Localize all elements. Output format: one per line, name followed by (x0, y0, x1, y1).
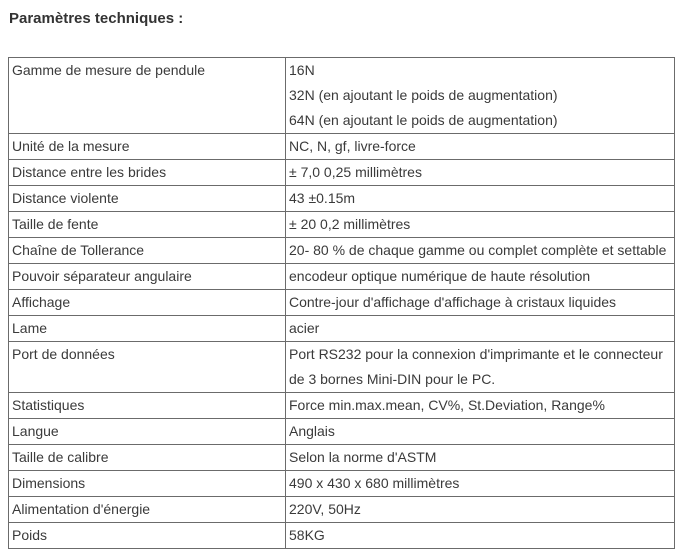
param-value-cell (286, 316, 675, 342)
page-title: Paramètres techniques : (9, 10, 184, 27)
param-value-line: Anglais (289, 423, 335, 439)
param-value-line: encodeur optique numérique de haute résolution (289, 268, 591, 284)
table-row (9, 212, 675, 238)
param-label-cell: Alimentation d'énergie (9, 497, 286, 523)
param-value-line: 32N (en ajoutant le poids de augmentation) (289, 87, 558, 103)
param-value-cell (286, 290, 675, 316)
param-value-line: NC, N, gf, livre-force (289, 138, 416, 154)
param-value-cell (286, 186, 675, 212)
param-label-cell: Affichage (9, 290, 286, 316)
table-row (9, 58, 675, 134)
table-row (9, 523, 675, 549)
param-value-line: 16N (289, 62, 315, 78)
param-label-cell: Unité de la mesure (9, 134, 286, 160)
table-row (9, 290, 675, 316)
param-value-cell (286, 342, 675, 393)
param-value-line: 220V, 50Hz (289, 501, 361, 517)
param-value-cell (286, 393, 675, 419)
param-value-line: 490 x 430 x 680 millimètres (289, 475, 460, 491)
param-value-line: 64N (en ajoutant le poids de augmentation) (289, 112, 558, 128)
param-value-line: ± 20 0,2 millimètres (289, 216, 411, 232)
table-row (9, 445, 675, 471)
table-row (9, 238, 675, 264)
table-row (9, 393, 675, 419)
param-value-cell (286, 471, 675, 497)
param-label-cell: Gamme de mesure de pendule (9, 58, 286, 134)
param-label-cell: Pouvoir séparateur angulaire (9, 264, 286, 290)
param-label-cell: Chaîne de Tollerance (9, 238, 286, 264)
param-label-cell: Statistiques (9, 393, 286, 419)
param-label-cell: Poids (9, 523, 286, 549)
table-row (9, 316, 675, 342)
param-value-cell (286, 523, 675, 549)
table-row (9, 186, 675, 212)
param-value-cell (286, 419, 675, 445)
param-label-cell: Distance entre les brides (9, 160, 286, 186)
param-value-line: 43 ±0.15m (289, 190, 356, 206)
param-value-line: Force min.max.mean, CV%, St.Deviation, Range% (289, 397, 605, 413)
param-value-line: 58KG (289, 527, 325, 543)
parameters-table-body (9, 58, 675, 549)
param-value-cell (286, 445, 675, 471)
param-value-cell (286, 134, 675, 160)
param-value-line: acier (289, 320, 320, 336)
param-value-line: Port RS232 pour la connexion d'imprimante et le connecteur (289, 346, 663, 362)
param-value-line: ± 7,0 0,25 millimètres (289, 164, 422, 180)
param-label-cell: Taille de calibre (9, 445, 286, 471)
table-row (9, 471, 675, 497)
param-value-cell (286, 212, 675, 238)
table-row (9, 497, 675, 523)
table-row (9, 342, 675, 393)
param-value-cell (286, 58, 675, 134)
parameters-table (8, 57, 675, 549)
param-value-cell (286, 264, 675, 290)
param-value-cell (286, 160, 675, 186)
table-row (9, 160, 675, 186)
table-row (9, 419, 675, 445)
param-label-cell: Dimensions (9, 471, 286, 497)
param-value-line: Contre-jour d'affichage d'affichage à cristaux liquides (289, 294, 617, 310)
param-value-line: de 3 bornes Mini-DIN pour le PC. (289, 371, 496, 387)
param-label-cell: Langue (9, 419, 286, 445)
param-value-line: 20- 80 % de chaque gamme ou complet complète et settable (289, 242, 667, 258)
param-label-cell: Taille de fente (9, 212, 286, 238)
param-label-cell: Lame (9, 316, 286, 342)
table-row (9, 264, 675, 290)
table-row (9, 134, 675, 160)
param-label-cell: Port de données (9, 342, 286, 393)
param-value-line: Selon la norme d'ASTM (289, 449, 437, 465)
param-value-cell (286, 497, 675, 523)
param-label-cell: Distance violente (9, 186, 286, 212)
param-value-cell (286, 238, 675, 264)
